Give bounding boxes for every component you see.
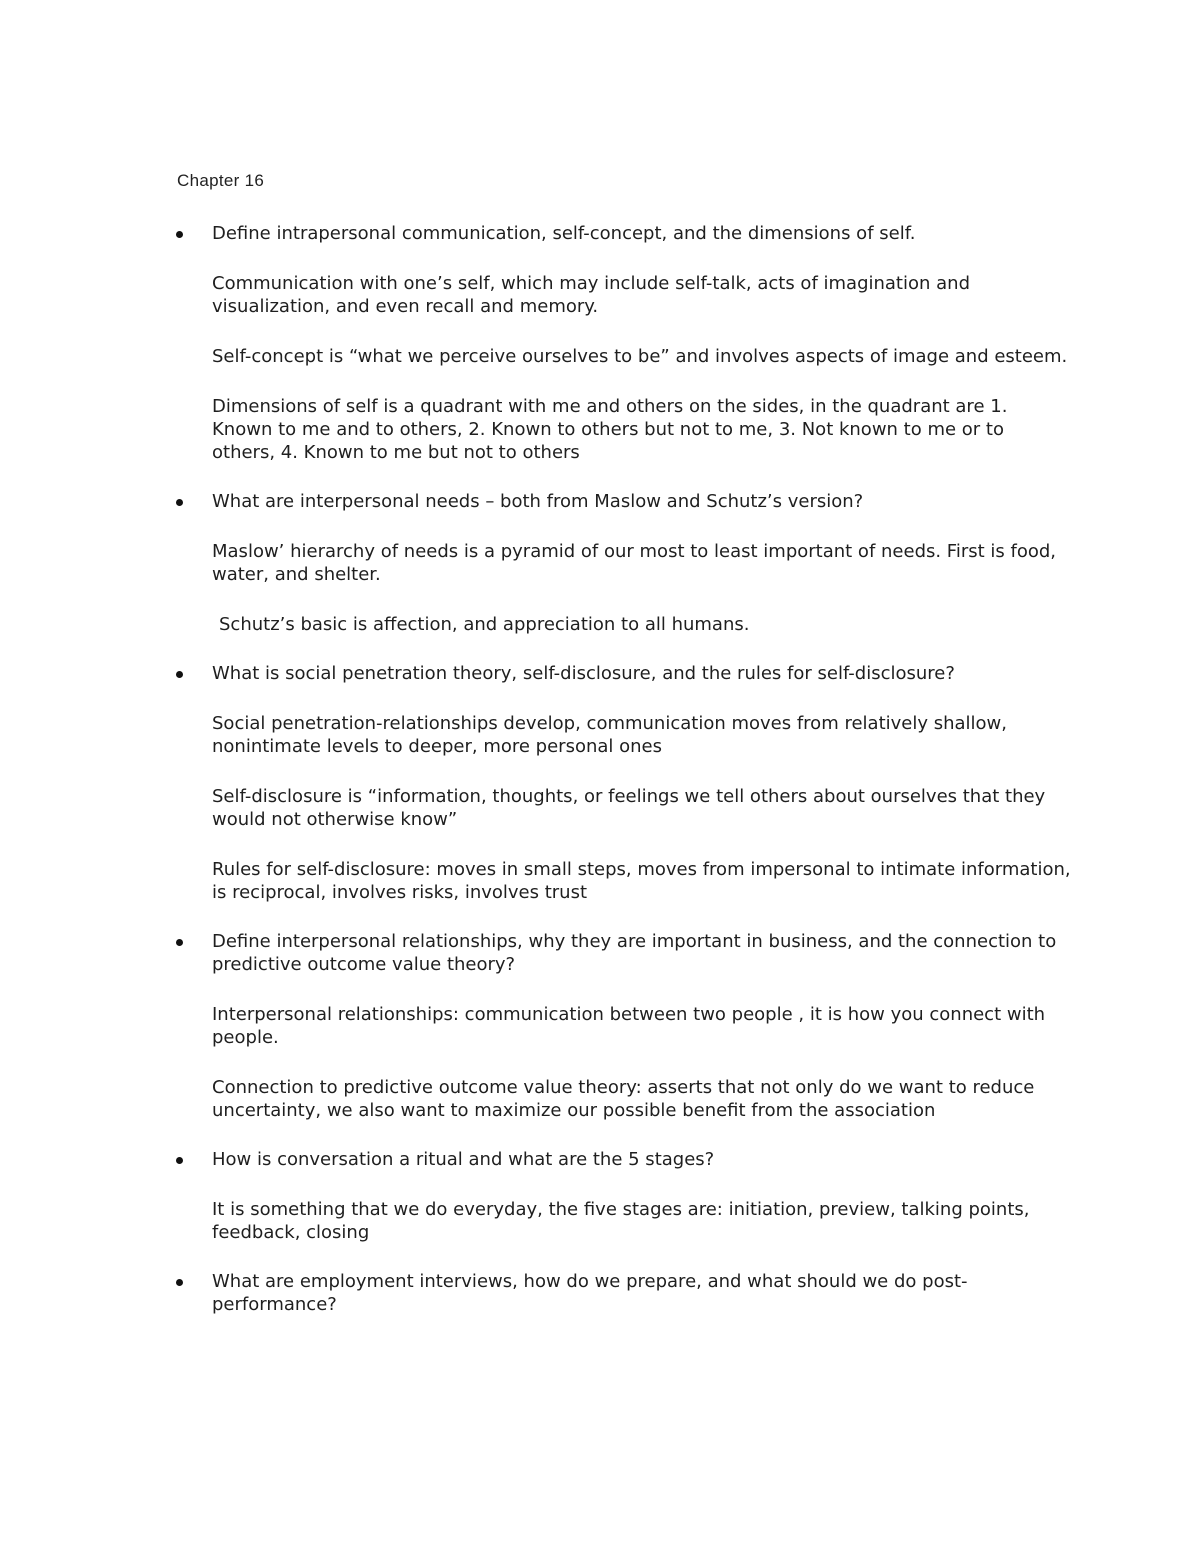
answer-paragraph: Self-concept is “what we perceive ourselves to be” and involves aspects of image and esteem. <box>212 346 1068 367</box>
question-text: Define interpersonal relationships, why they are important in business, and the connection to predictive outcome value theory? <box>212 931 1057 975</box>
question-item <box>0 930 1072 976</box>
question-list <box>0 222 1200 1343</box>
question-item <box>0 222 1072 245</box>
bullet-icon <box>176 671 183 678</box>
question-text: How is conversation a ritual and what are the 5 stages? <box>212 1149 715 1170</box>
answer-paragraph: Rules for self-disclosure: moves in small steps, moves from impersonal to intimate information, is reciprocal, involves risks, involves trust <box>212 859 1071 903</box>
question-text: What are interpersonal needs – both from Maslow and Schutz’s version? <box>212 491 864 512</box>
question-text: What is social penetration theory, self-disclosure, and the rules for self-disclosure? <box>212 663 955 684</box>
question-text: What are employment interviews, how do we prepare, and what should we do post-performance? <box>212 1271 968 1315</box>
bullet-icon <box>176 939 183 946</box>
answer-paragraph: Schutz’s basic is affection, and appreciation to all humans. <box>219 614 750 635</box>
bullet-icon <box>176 1157 183 1164</box>
answer-paragraph: Connection to predictive outcome value theory: asserts that not only do we want to reduce uncertainty, we also want to maximize our possible benefit from the association <box>212 1077 1035 1121</box>
bullet-icon <box>176 499 183 506</box>
question-item <box>0 1270 1072 1316</box>
answer-paragraph: It is something that we do everyday, the five stages are: initiation, preview, talking points, feedback, closing <box>212 1199 1030 1243</box>
answer-paragraph: Self-disclosure is “information, thoughts, or feelings we tell others about ourselves that they would not otherwise know” <box>212 786 1046 830</box>
bullet-icon <box>176 1279 183 1286</box>
answer-paragraph: Social penetration-relationships develop, communication moves from relatively shallow, nonintimate levels to deeper, more personal ones <box>212 713 1007 757</box>
answer-paragraph: Interpersonal relationships: communication between two people , it is how you connect with people. <box>212 1004 1046 1048</box>
question-item <box>0 1148 1072 1171</box>
question-item <box>0 490 1072 513</box>
question-text: Define intrapersonal communication, self-concept, and the dimensions of self. <box>212 223 916 244</box>
answer-paragraph: Dimensions of self is a quadrant with me and others on the sides, in the quadrant are 1. Known to me and to others, 2. Known to others but not to me, 3. Not known to me or to others, 4. Known to me but not to others <box>212 396 1008 463</box>
chapter-title: Chapter 16 <box>177 171 265 190</box>
bullet-icon <box>176 231 183 238</box>
answer-paragraph: Maslow’ hierarchy of needs is a pyramid of our most to least important of needs. First is food, water, and shelter. <box>212 541 1057 585</box>
question-item <box>0 662 1072 685</box>
answer-paragraph: Communication with one’s self, which may include self-talk, acts of imagination and visualization, and even recall and memory. <box>212 273 970 317</box>
